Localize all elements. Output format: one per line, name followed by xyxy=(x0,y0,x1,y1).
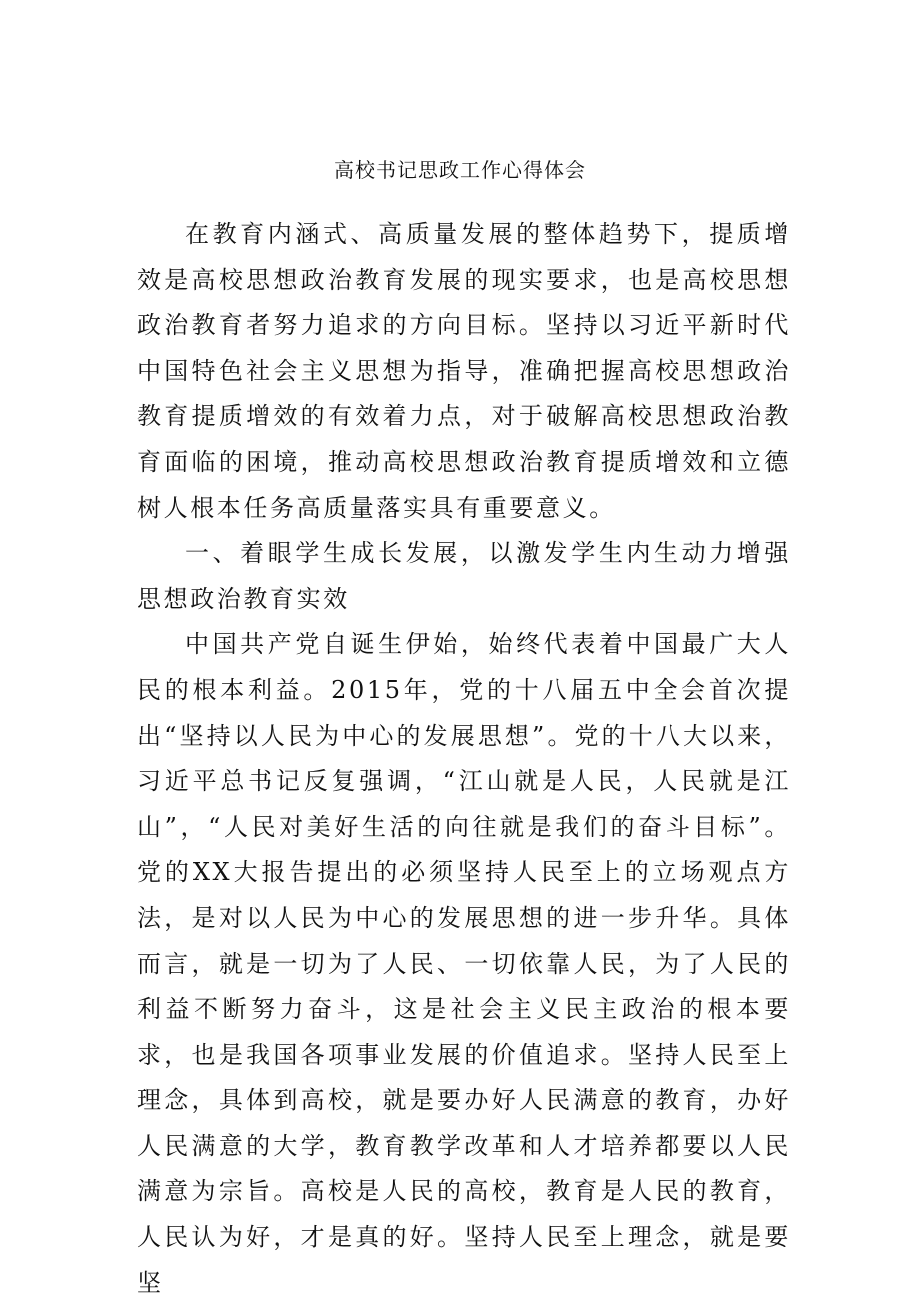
document-title: 高校书记思政工作心得体会 xyxy=(334,158,586,182)
paragraph-section-1: 中国共产党自诞生伊始，始终代表着中国最广大人民的根本利益。2015年，党的十八届五中全会首次提出“坚持以人民为中心的发展思想”。党的十八大以来，习近平总书记反复强调，“江山就是人民，人民就是江山”，“人民对美好生活的向往就是我们的奋斗目标”。党的XX大报告提出的必须坚持人民至上的立场观点方法，是对以人民为中心的发展思想的进一步升华。具体而言，就是一切为了人民、一切依靠人民，为了人民的利益不断努力奋斗，这是社会主义民主政治的根本要求，也是我国各项事业发展的价值追求。坚持人民至上理念，具体到高校，就是要办好人民满意的教育，办好人民满意的大学，教育教学改革和人才培养都要以人民满意为宗旨。高校是人民的高校，教育是人民的教育，人民认为好，才是真的好。坚持人民至上理念，就是要坚 xyxy=(137,630,791,1297)
paragraph-intro: 在教育内涵式、高质量发展的整体趋势下，提质增效是高校思想政治教育发展的现实要求，也是高校思想政治教育者努力追求的方向目标。坚持以习近平新时代中国特色社会主义思想为指导，准确把握高校思想政治教育提质增效的有效着力点，对于破解高校思想政治教育面临的困境，推动高校思想政治教育提质增效和立德树人根本任务高质量落实具有重要意义。 xyxy=(137,220,791,522)
section-heading-1: 一、着眼学生成长发展，以激发学生内生动力增强思想政治教育实效 xyxy=(137,539,791,613)
document-body xyxy=(137,212,791,1306)
